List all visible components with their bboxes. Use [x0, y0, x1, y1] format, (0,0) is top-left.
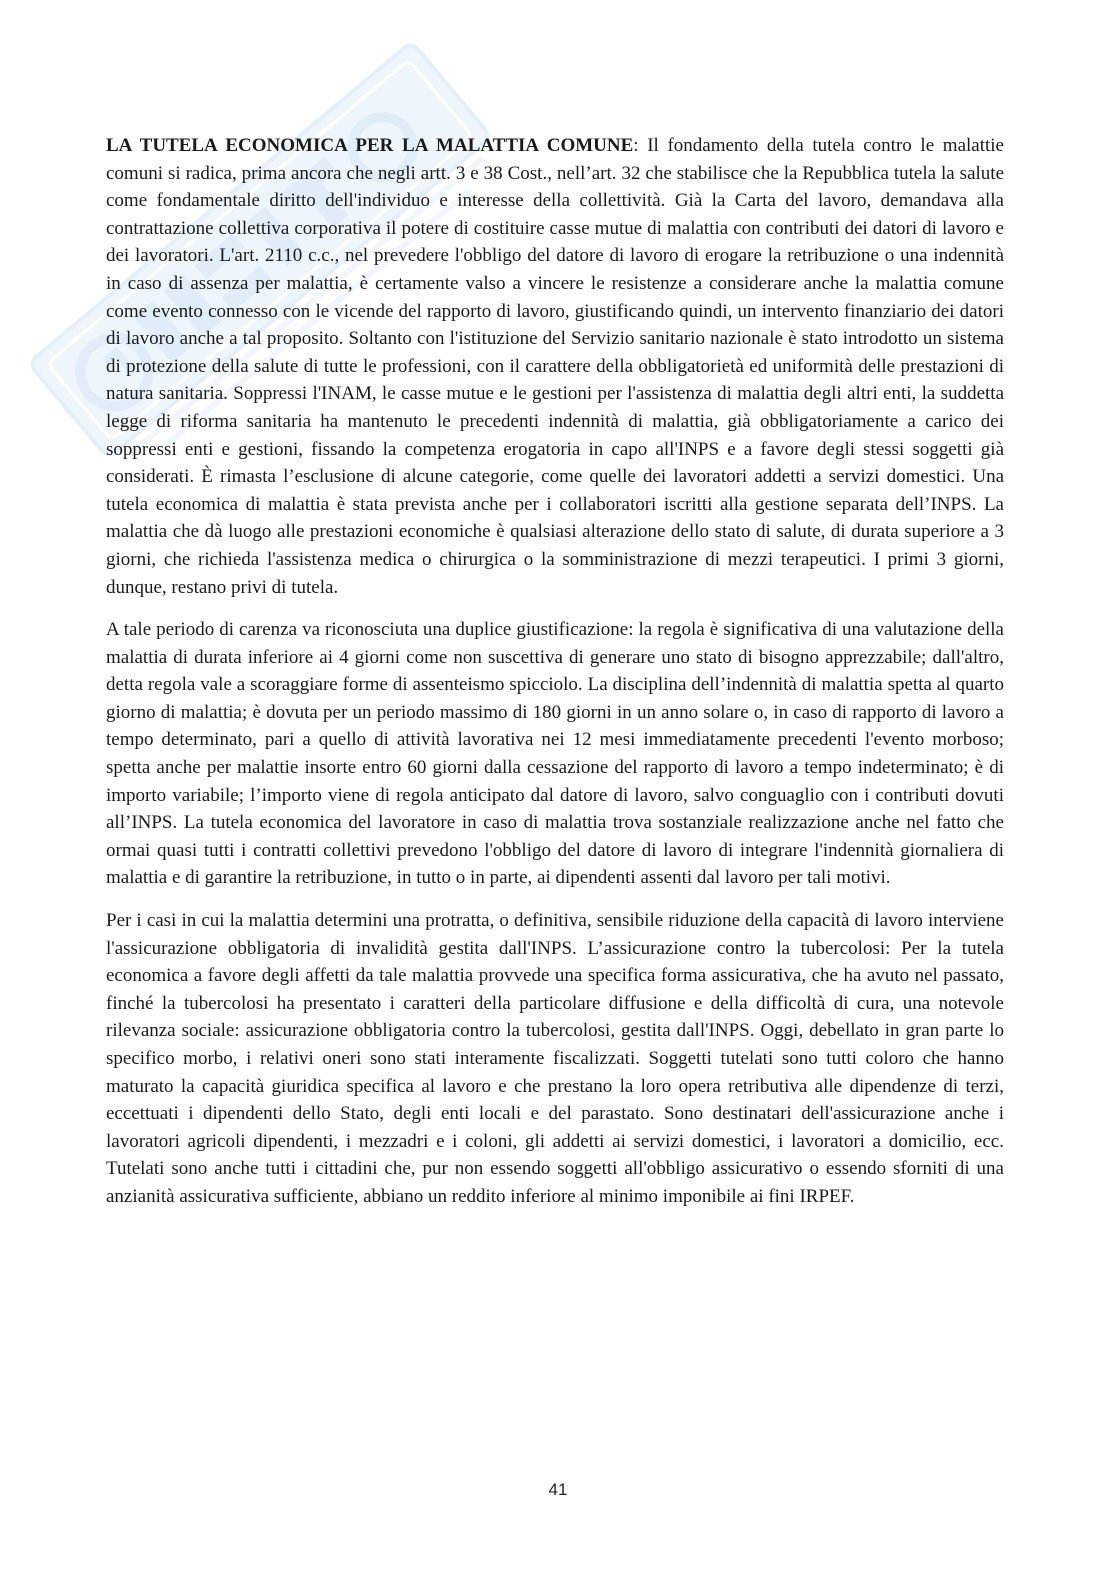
- paragraph-1-text: : Il fondamento della tutela contro le malattie comuni si radica, prima ancora che negli artt. 3 e 38 Cost., nell’art. 32 che stabilisce che la Repubblica tutela la salute come fondamentale diritto dell'individuo e interesse della collettività. Già la Carta del lavoro, demandava alla contrattazione collettiva corporativa il potere di costituire casse mutue di malattia con contributi dei datori di lavoro e dei lavoratori. L'art. 2110 c.c., nel prevedere l'obbligo del datore di lavoro di erogare la retribuzione o una indennità in caso di assenza per malattia, è certamente valso a vincere le resistenze a considerare anche la malattia comune come evento connesso con le vicende del rapporto di lavoro, giustificando quindi, un intervento finanziario dei datori di lavoro anche a tal proposito. Soltanto con l'istituzione del Servizio sanitario nazionale è stato introdotto un sistema di protezione della salute di tutte le professioni, con il carattere della obbligatorietà ed uniformità delle prestazioni di natura sanitaria. Soppressi l'INAM, le casse mutue e le gestioni per l'assistenza di malattia degli altri enti, la suddetta legge di riforma sanitaria ha mantenuto le precedenti indennità di malattia, già obbligatoriamente a carico dei soppressi enti e gestioni, fissando la competenza erogatoria in capo all'INPS e a favore degli stessi soggetti già considerati. È rimasta l’esclusione di alcune categorie, come quelle dei lavoratori addetti a servizi domestici. Una tutela economica di malattia è stata prevista anche per i collaboratori iscritti alla gestione separata dell’INPS. La malattia che dà luogo alle prestazioni economiche è qualsiasi alterazione dello stato di salute, di durata superiore a 3 giorni, che richieda l'assistenza medica o chirurgica o la somministrazione di mezzi terapeutici. I primi 3 giorni, dunque, restano privi di tutela.: [106, 135, 1004, 598]
- section-heading: LA TUTELA ECONOMICA PER LA MALATTIA COMUNE: [106, 135, 634, 156]
- paragraph-3: Per i casi in cui la malattia determini una protratta, o definitiva, sensibile riduzione della capacità di lavoro interviene l'assicurazione obbligatoria di invalidità gestita dall'INPS. L’assicurazione contro la tubercolosi: Per la tutela economica a favore degli affetti da tale malattia provvede una specifica forma assicurativa, che ha avuto nel passato, finché la tubercolosi ha presentato i caratteri della particolare diffusione e della difficoltà di cura, una notevole rilevanza sociale: assicurazione obbligatoria contro la tubercolosi, gestita dall'INPS. Oggi, debellato in gran parte lo specifico morbo, i relativi oneri sono stati interamente fiscalizzati. Soggetti tutelati sono tutti coloro che hanno maturato la capacità giuridica specifica al lavoro e che prestano la loro opera retributiva alle dipendenze di terzi, eccettuati i dipendenti dello Stato, degli enti locali e del parastato. Sono destinatari dell'assicurazione anche i lavoratori agricoli dipendenti, i mezzadri e i coloni, gli addetti ai servizi domestici, i lavoratori a domicilio, ecc. Tutelati sono anche tutti i cittadini che, pur non essendo soggetti all'obbligo assicurativo o essendo sforniti di una anzianità assicurativa sufficiente, abbiano un reddito inferiore al minimo imponibile ai fini IRPEF.: [106, 910, 1004, 1207]
- paragraph-1: [106, 132, 1004, 601]
- document-body: [106, 132, 1004, 1226]
- page-number: 41: [548, 1480, 568, 1499]
- paragraph-2: A tale periodo di carenza va riconosciuta una duplice giustificazione: la regola è significativa di una valutazione della malattia di durata inferiore ai 4 giorni come non suscettiva di generare uno stato di bisogno apprezzabile; dall'altro, detta regola vale a scoraggiare forme di assenteismo spicciolo. La disciplina dell’indennità di malattia spetta al quarto giorno di malattia; è dovuta per un periodo massimo di 180 giorni in un anno solare o, in caso di rapporto di lavoro a tempo determinato, pari a quello di attività lavorativa nei 12 mesi immediatamente precedenti l'evento morboso; spetta anche per malattie insorte entro 60 giorni dalla cessazione del rapporto di lavoro a tempo indeterminato; è di importo variabile; l’importo viene di regola anticipato dal datore di lavoro, salvo conguaglio con i contributi dovuti all’INPS. La tutela economica del lavoratore in caso di malattia trova sostanziale realizzazione anche nel fatto che ormai quasi tutti i contratti collettivi prevedono l'obbligo del datore di lavoro di integrare l'indennità giornaliera di malattia e di garantire la retribuzione, in tutto o in parte, ai dipendenti assenti dal lavoro per tali motivi.: [106, 619, 1004, 889]
